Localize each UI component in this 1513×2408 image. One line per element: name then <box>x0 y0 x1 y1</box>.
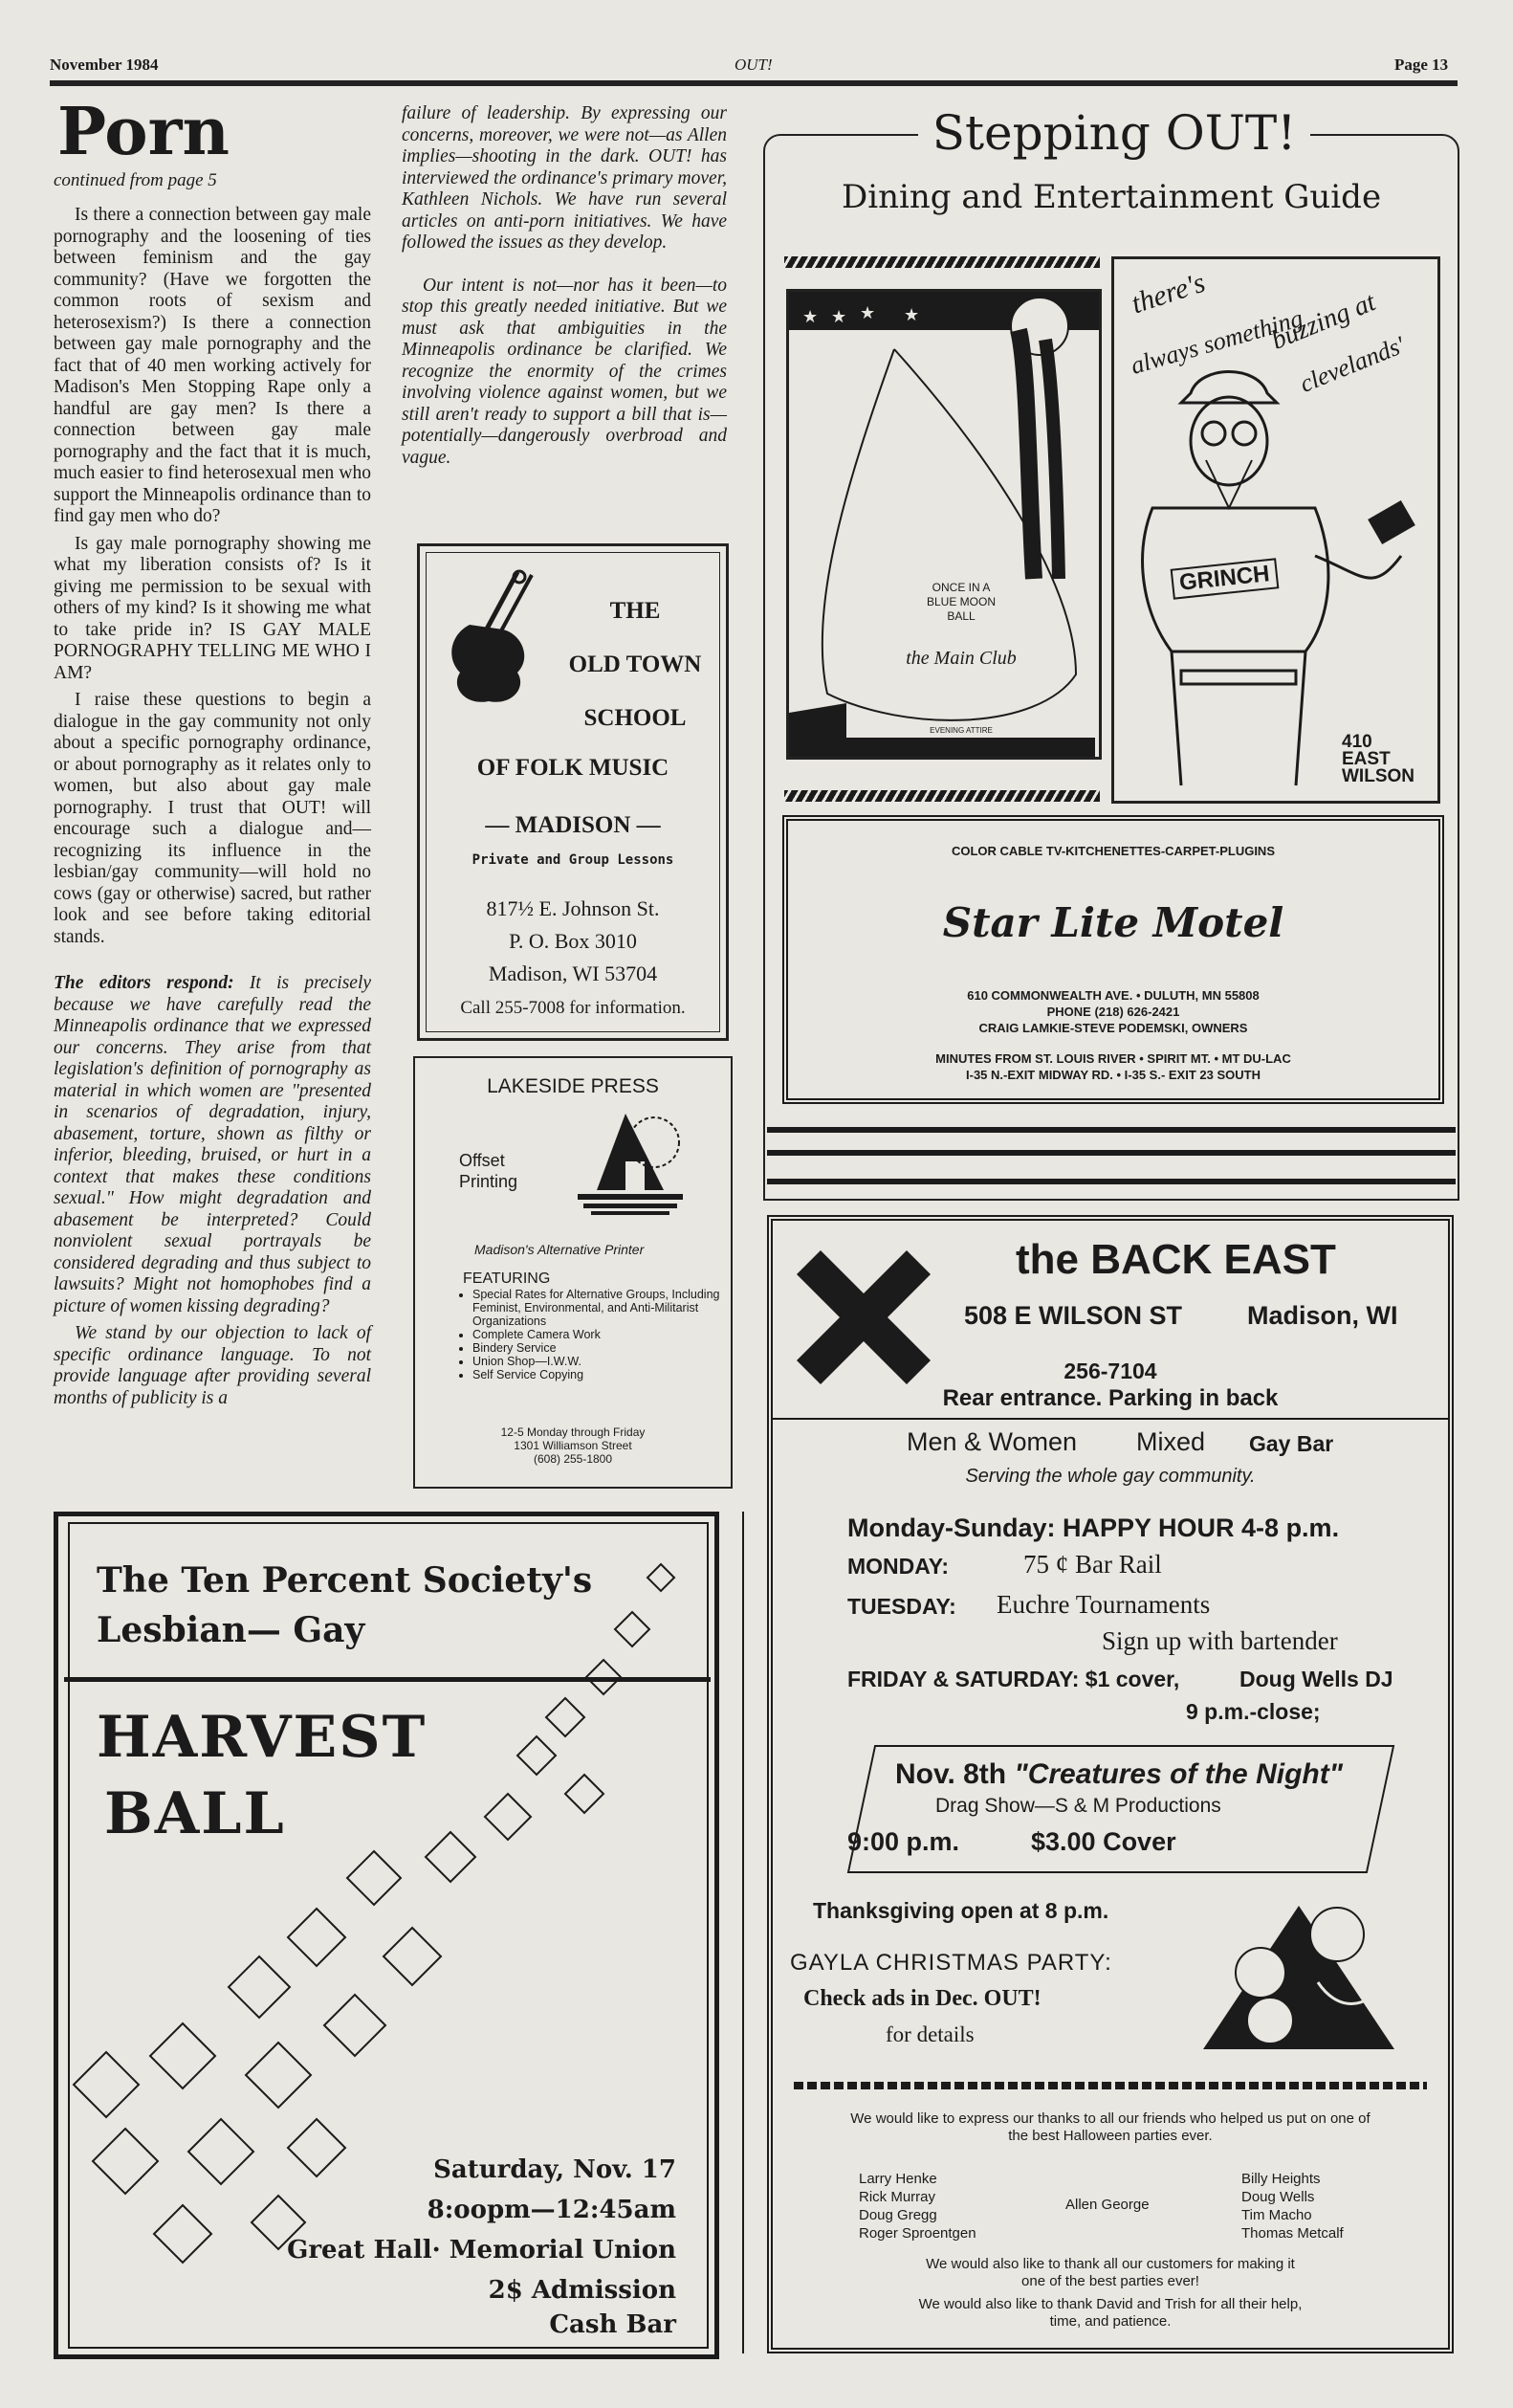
friday-cover: FRIDAY & SATURDAY: $1 cover, <box>847 1667 1180 1691</box>
happy-hour: Monday-Sunday: HAPPY HOUR 4-8 p.m. <box>847 1513 1340 1542</box>
divider <box>767 1150 1456 1156</box>
thanks-message: We would like to express our thanks to all our friends who helped us put on one of the best Halloween parties ever. <box>850 2110 1370 2144</box>
clevelands-ad <box>1111 256 1440 804</box>
event-cover: $3.00 Cover <box>1031 1827 1176 1856</box>
article-column-2 <box>402 103 727 475</box>
svg-text:★: ★ <box>904 305 920 324</box>
harvest-lesbian-gay: Lesbian— Gay <box>97 1610 365 1650</box>
thanksgiving: Thanksgiving open at 8 p.m. <box>813 1898 1109 1923</box>
back-east-phone: 256-7104 <box>1063 1359 1157 1383</box>
lakeside-logo-icon <box>568 1104 692 1219</box>
svg-text:★: ★ <box>860 303 876 322</box>
old-town-subtitle: OF FOLK MUSIC <box>476 755 669 781</box>
divider <box>773 1418 1448 1420</box>
paragraph: Our intent is not—nor has it been—to stop this greatly needed initiative. But we must ask that ambiguities in the Minneapolis ordinance be clarified. We recognize the enormity of the crimes involving violence against women, but we still aren't ready to support a bill that is—potentially—dangerously overbroad and vague. <box>402 275 727 468</box>
editors-label: The editors respond: <box>54 973 234 993</box>
event-time: 9:00 p.m. <box>847 1827 960 1856</box>
grinch-shirt-label: GRINCH <box>1171 558 1279 599</box>
harvest-title: HARVEST <box>97 1704 428 1771</box>
harvest-admission: 2$ Admission <box>488 2276 676 2305</box>
old-town-phone: Call 255-7008 for information. <box>460 998 686 1018</box>
moon-flag-illustration <box>789 292 1099 757</box>
main-club-name: the Main Club <box>906 648 1017 669</box>
starlite-motel-ad <box>782 815 1444 1104</box>
clevelands-slogan: there's <box>1128 266 1209 320</box>
article-title: Porn <box>57 94 230 170</box>
back-east-entrance: Rear entrance. Parking in back <box>942 1385 1279 1411</box>
harvest-bar: Cash Bar <box>549 2310 676 2339</box>
lakeside-contact: 12-5 Monday through Friday 1301 Williamson Street (608) 255-1800 <box>500 1425 646 1466</box>
header-paper: OUT! <box>735 55 773 74</box>
harvest-place: Great Hall· Memorial Union <box>287 2236 676 2264</box>
header-rule <box>50 80 1458 86</box>
clevelands-slogan: clevelands' <box>1296 330 1409 398</box>
old-town-lessons: Private and Group Lessons <box>471 852 674 868</box>
divider <box>767 1127 1456 1133</box>
lakeside-featuring: FEATURING <box>463 1270 551 1287</box>
event-title: Nov. 8th "Creatures of the Night" <box>895 1758 1343 1790</box>
thanks-customers: We would also like to thank all our customers for making it one of the best parties ever! <box>926 2256 1295 2289</box>
back-east-serving: Serving the whole gay community. <box>965 1466 1256 1487</box>
paragraph: We stand by our objection to lack of specific ordinance language. To not provide language after providing several months of publicity is a <box>54 1323 371 1408</box>
friday-time: 9 p.m.-close; <box>1186 1699 1321 1724</box>
lakeside-features: • Special Rates for Alternative Groups, Including Feminist, Environmental, and Anti-Militarist Organizations • Complete Camera Work • Bindery Service • Union Shop—I.W.W. • Self Service Copying <box>455 1288 731 1381</box>
divider <box>742 1512 744 2353</box>
gayla-party: GAYLA CHRISTMAS PARTY: <box>790 1950 1112 1976</box>
thanks-names-left: Larry Henke Rick Murray Doug Gregg Roger Sproentgen <box>859 2171 976 2242</box>
back-east-ad <box>767 1215 1454 2353</box>
harvest-time: 8:oopm—12:45am <box>427 2196 676 2224</box>
check-ads: Check ads in Dec. OUT! <box>803 1986 1042 2011</box>
motel-amenities: COLOR CABLE TV-KITCHENETTES-CARPET-PLUGINS <box>951 844 1275 858</box>
old-town-address: 817½ E. Johnson St. P. O. Box 3010 Madison, WI 53704 <box>486 896 660 985</box>
lakeside-name: LAKESIDE PRESS <box>487 1075 659 1097</box>
paragraph: I raise these questions to begin a dialogue in the gay community not only about a specific pornography ordinance, or about pornography as it relates only to women, but also about gay male pornography. I trust that OUT! will encourage such a dialogue and—recognizing its influence in the lesbian/gay community—will hold no cows (gay or otherwise) sacred, but rather look and see before taking editorial stands. <box>54 690 371 947</box>
paragraph: Is there a connection between gay male pornography and the loosening of ties between feminism and the gay community? (Have we forgotten the common roots of sexism and heterosexism?) Is there a connection between gay male pornography and the fact that of 40 men working actively for Madison's Men Stopping Rape only a handful are gay men? Is there a connection between gay male pornography and the fact that it is much, much easier to find heterosexual men who support the Minneapolis ordinance than to find gay men who do? <box>54 205 371 526</box>
thanks-david-trish: We would also like to thank David and Trish for all their help, time, and patience. <box>918 2296 1303 2330</box>
paragraph: It is precisely because we have carefully read the Minneapolis ordinance that we expressed our concerns. They arise from that legislation's definition of pornography as material in which women are "presented in scenarios of degradation, injury, abasement, torture, shown as filthy or inferior, bleeding, bruised, or hurt in a context that makes these conditions sexual." How might degradation and abasement be interpreted? Could nonviolent sexual portrayals be considered degrading and thus subject to lawsuits? Might not homophobes find a picture of women kissing degrading? <box>54 973 372 1316</box>
harvest-society: The Ten Percent Society's <box>97 1560 593 1601</box>
back-east-city: Madison, WI <box>1247 1301 1398 1330</box>
back-east-address: 508 E WILSON ST <box>964 1301 1183 1330</box>
friday-dj: Doug Wells DJ <box>1239 1667 1393 1691</box>
ball-title: BALL <box>104 1780 286 1847</box>
thanks-names-mid: Allen George <box>1065 2197 1150 2213</box>
clevelands-slogan: buzzing at <box>1267 287 1380 356</box>
decorative-stripe <box>784 256 1100 268</box>
lakeside-tagline: Madison's Alternative Printer <box>474 1242 645 1257</box>
back-east-mixed: Men & Women <box>907 1427 1078 1456</box>
old-town-ad <box>417 543 729 1041</box>
old-town-city: — MADISON — <box>485 812 661 838</box>
header-date: November 1984 <box>50 55 159 74</box>
lakeside-offset: Offset Printing <box>459 1151 518 1191</box>
svg-text:★: ★ <box>802 307 819 326</box>
paragraph: Is gay male pornography showing me what my liberation consists of? Is it giving me permission to be sexual with others of my kind? Is it showing me what to take pride in? IS GAY MALE PORNOGRAPHY TELLING ME WHO I AM? <box>54 533 371 683</box>
details: for details <box>886 2022 975 2046</box>
harvest-date: Saturday, Nov. 17 <box>433 2155 676 2184</box>
paragraph: failure of leadership. By expressing our concerns, moreover, we were not—as Allen implies—shooting in the dark. OUT! has interviewed the ordinance's primary mover, Kathleen Nichols. We have run several articles on anti-porn initiatives. We have followed the issues as they develop. <box>402 103 727 253</box>
divider <box>767 1179 1456 1184</box>
old-town-title: THE OLD TOWN SCHOOL <box>568 598 702 731</box>
motel-name: Star Lite Motel <box>942 899 1284 946</box>
tuesday-special: Euchre Tournaments <box>997 1590 1211 1619</box>
event-subtitle: Drag Show—S & M Productions <box>935 1795 1221 1817</box>
stepping-out-subtitle: Dining and Entertainment Guide <box>841 178 1382 216</box>
harvest-ball-ad <box>54 1512 719 2359</box>
thanks-names-right: Billy Heights Doug Wells Tim Macho Thomas Metcalf <box>1241 2171 1344 2242</box>
tuesday-label: TUESDAY: <box>847 1594 956 1619</box>
motel-directions: MINUTES FROM ST. LOUIS RIVER • SPIRIT MT. • MT DU-LAC I-35 N.-EXIT MIDWAY RD. • I-35 S.- EXIT 23 SOUTH <box>935 1051 1291 1082</box>
stepping-out-title: Stepping OUT! <box>918 105 1310 161</box>
article-continued: continued from page 5 <box>54 170 217 190</box>
monday-special: 75 ¢ Bar Rail <box>1023 1550 1162 1579</box>
violin-icon <box>441 567 546 711</box>
main-club-ad <box>786 289 1102 760</box>
divider-wavy <box>794 2082 1427 2089</box>
back-east-name: the BACK EAST <box>1016 1236 1336 1283</box>
tuesday-signup: Sign up with bartender <box>1102 1626 1338 1655</box>
clevelands-address: 410 EAST WILSON <box>1342 732 1414 786</box>
party-people-illustration <box>1194 1867 1404 2059</box>
monday-label: MONDAY: <box>847 1554 950 1579</box>
back-east-mixed: Mixed <box>1136 1427 1206 1456</box>
clevelands-slogan: always something <box>1128 303 1306 380</box>
motel-address: 610 COMMONWEALTH AVE. • DULUTH, MN 55808 PHONE (218) 626-2421 CRAIG LAMKIE-STEVE PODEMSKI, OWNERS <box>967 988 1260 1035</box>
main-club-text: ONCE IN A BLUE MOON BALL <box>926 581 996 623</box>
decorative-stripe <box>784 790 1100 802</box>
svg-text:★: ★ <box>831 307 847 326</box>
back-east-gaybar: Gay Bar <box>1249 1431 1334 1456</box>
article-column-1 <box>54 205 371 1415</box>
lakeside-ad <box>413 1056 733 1489</box>
main-club-extra: EVENING ATTIRE <box>930 726 993 735</box>
header-page: Page 13 <box>1394 55 1449 74</box>
